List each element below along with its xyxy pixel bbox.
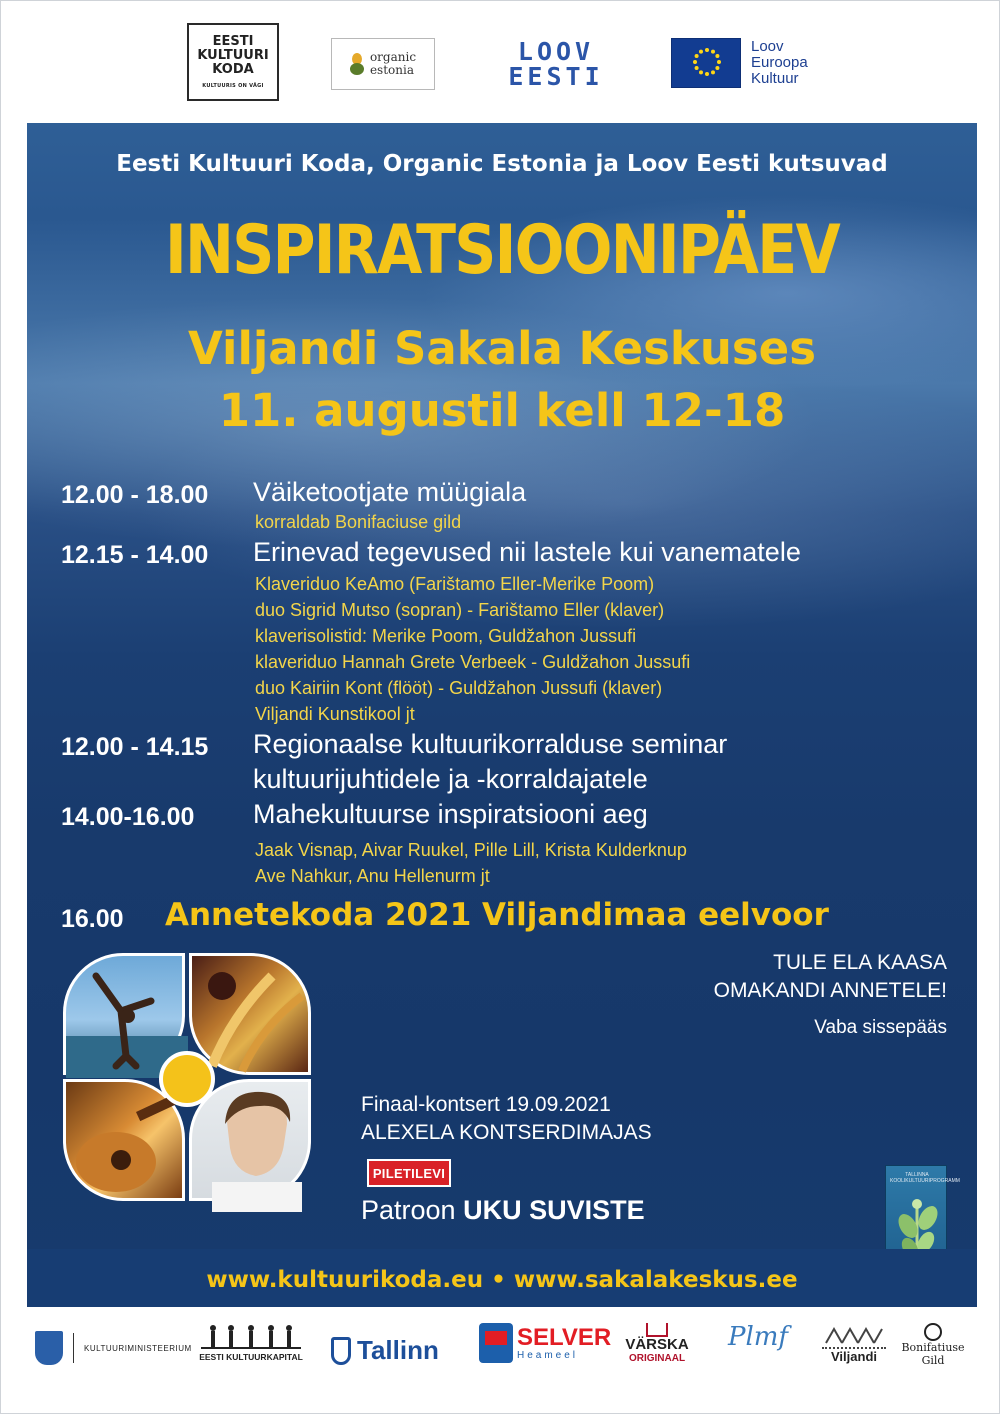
ministry-of-culture-logo (35, 1331, 192, 1365)
program-note: Viljandi Kunstikool jt (255, 704, 415, 724)
crown-icon (646, 1323, 668, 1337)
tallinn-logo (331, 1335, 439, 1366)
divider (73, 1333, 74, 1363)
program-time-1: 12.00 - 18.00 (61, 481, 209, 509)
viljandi-label: Viljandi (831, 1349, 877, 1364)
piletilevi-logo: PILETILEVI (367, 1159, 451, 1187)
program-note: Klaveriduo KeAmo (Farištamo Eller-Merike Poom) (255, 574, 655, 594)
program-note: Jaak Visnap, Aivar Ruukel, Pille Lill, Krista Kulderknup (255, 840, 687, 860)
bonifatiuse-label: Bonifatiuse (901, 1341, 965, 1354)
event-title: INSPIRATSIOONIPÄEV (164, 211, 840, 290)
eu-logo-line2: Euroopa (751, 54, 808, 71)
program-note: klaverisolistid: Merike Poom, Guldžahon Jussufi (255, 626, 637, 646)
kapital-label: EESTI KULTUURKAPITAL (199, 1352, 303, 1362)
dancer-photo (63, 953, 185, 1075)
selver-logo (479, 1323, 611, 1363)
program-time-4: 14.00-16.00 (61, 803, 195, 831)
ministry-label: KULTUURIMINISTEERIUM (84, 1343, 192, 1353)
leaf-icon (350, 53, 364, 75)
program-note: Ave Nahkur, Anu Hellenurm jt (255, 866, 490, 886)
bonifatiuse-gild-logo (901, 1323, 965, 1367)
coat-of-arms-icon (35, 1331, 63, 1365)
loov-logo-line1: LOOV (517, 37, 595, 66)
program-time-3: 12.00 - 14.15 (61, 733, 209, 761)
ekk-logo-line3: KODA (212, 62, 254, 77)
call-to-action (714, 949, 947, 1005)
folk-ornament-icon (822, 1323, 886, 1349)
organic-logo-line2: estonia (369, 63, 414, 77)
selver-tagline: Heameel (517, 1349, 579, 1361)
ekk-logo-tagline: KULTUURIS ON VÄGI (202, 83, 264, 89)
organic-estonia-logo (331, 38, 435, 90)
program-activity-4: Mahekultuurse inspiratsiooni aeg (253, 799, 648, 829)
tallinn-shield-icon (331, 1337, 351, 1365)
event-venue: Viljandi Sakala Keskuses (188, 322, 816, 375)
patron-label: Patroon (361, 1195, 456, 1225)
program-activity-1: Väiketootjate müügiala (253, 477, 527, 507)
final-concert-info (361, 1091, 652, 1147)
varska-label: VÄRSKA (625, 1336, 689, 1353)
shopping-cart-icon (479, 1323, 513, 1363)
program-note: korraldab Bonifaciuse gild (255, 512, 462, 532)
program-note: klaveriduo Hannah Grete Verbeek - Guldžahon Jussufi (255, 652, 691, 672)
flower-center-dot (159, 1051, 215, 1107)
final-concert-date: Finaal-kontsert 19.09.2021 (361, 1093, 611, 1116)
eu-logo-line3: Kultuur (751, 70, 799, 87)
program-activity-3: Regionaalse kultuurikorralduse seminar (253, 729, 728, 759)
invite-line: Eesti Kultuuri Koda, Organic Estonia ja Loov Eesti kutsuvad (116, 151, 888, 177)
badge-text: TALLINNA KOOLIKULTUURIPROGRAMM (890, 1172, 960, 1184)
ekk-logo-line1: EESTI (212, 34, 254, 49)
eu-logo-line1: Loov (751, 38, 784, 55)
finale-title: Annetekoda 2021 Viljandimaa eelvoor (165, 897, 829, 933)
organic-logo-line1: organic (369, 50, 417, 64)
website-links: www.kultuurikoda.eu • www.sakalakeskus.ee (206, 1267, 798, 1293)
loov-eesti-logo (489, 31, 623, 97)
cta-line1: TULE ELA KAASA (773, 951, 947, 974)
plmf-label: Plmf (727, 1322, 789, 1352)
musicians-figures-icon (201, 1323, 301, 1349)
program-note: duo Sigrid Mutso (sopran) - Farištamo Eller (klaver) (255, 600, 665, 620)
cta-line2: OMAKANDI ANNETELE! (713, 979, 947, 1002)
varska-logo (621, 1323, 693, 1364)
loov-euroopa-logo (671, 37, 831, 89)
program-activity-3-line2: kultuurijuhtidele ja -korraldajatele (253, 764, 648, 794)
program-time-2: 12.15 - 14.00 (61, 541, 209, 569)
varska-sublabel: ORIGINAAL (628, 1353, 686, 1364)
ekk-logo-line2: KULTUURI (197, 48, 269, 63)
program-note: duo Kairiin Kont (flööt) - Guldžahon Jussufi (klaver) (255, 678, 663, 698)
eesti-kultuurkapital-logo (191, 1323, 311, 1362)
loov-logo-line2: EESTI (508, 62, 604, 91)
finale-time: 16.00 (61, 905, 124, 933)
final-concert-hall: ALEXELA KONTSERDIMAJAS (361, 1121, 652, 1144)
viljandi-logo (819, 1323, 889, 1364)
eesti-kultuuri-koda-logo (187, 23, 279, 101)
tallinn-label: Tallinn (357, 1335, 439, 1365)
main-panel (27, 123, 977, 1307)
selver-label: SELVER (517, 1323, 612, 1351)
plmf-logo (723, 1323, 793, 1351)
event-date: 11. augustil kell 12-18 (218, 384, 786, 437)
patron-name: UKU SUVISTE (463, 1195, 645, 1225)
patron-line (361, 1195, 645, 1226)
saxophone-photo (189, 953, 311, 1075)
guild-emblem-icon (924, 1323, 942, 1341)
program-activity-2: Erinevad tegevused nii lastele kui vanematele (253, 537, 801, 567)
eu-flag-icon (671, 38, 741, 88)
gild-label: Gild (921, 1354, 945, 1367)
free-entry: Vaba sissepääs (814, 1017, 947, 1038)
